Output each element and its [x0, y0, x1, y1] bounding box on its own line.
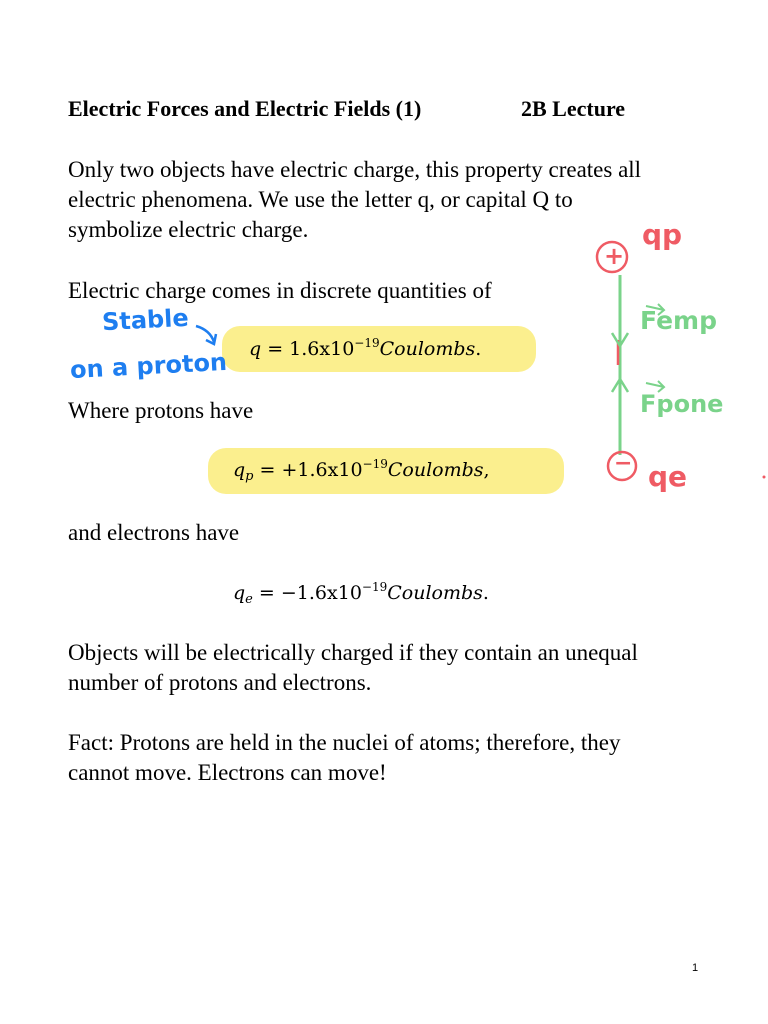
- heading-course: 2B Lecture: [521, 96, 626, 121]
- paragraph-1-line-1: Only two objects have electric charge, this property creates all: [68, 157, 642, 182]
- annotation-stable: Stable: [101, 303, 190, 337]
- paragraph-3: Where protons have: [68, 398, 254, 423]
- blue-arrow-icon: [196, 326, 214, 342]
- paragraph-5-line-1: Objects will be electrically charged if they contain an unequal: [68, 640, 638, 665]
- heading-title: Electric Forces and Electric Fields (1): [68, 96, 422, 121]
- annotation-force-emp: Femp: [640, 306, 717, 335]
- paragraph-5-line-2: number of protons and electrons.: [68, 670, 372, 695]
- equation-qp: $q_p$ = $+1.6x10^{-19}Coulombs$,: [233, 457, 490, 484]
- annotation-qp: qp: [642, 218, 683, 251]
- paragraph-1-line-2: electric phenomena. We use the letter q, or capital Q to: [68, 187, 573, 212]
- annotation-on-a-proton: on a proton: [69, 347, 228, 385]
- paragraph-2: Electric charge comes in discrete quantities of: [68, 278, 492, 303]
- equation-q: $q = 1.6x10^{-19}Coulombs$.: [249, 336, 482, 360]
- paragraph-6-line-2: cannot move. Electrons can move!: [68, 760, 387, 785]
- annotation-qe: qe: [648, 460, 688, 493]
- paragraph-1-line-3: symbolize electric charge.: [68, 217, 309, 242]
- paragraph-6-line-1: Fact: Protons are held in the nuclei of atoms; therefore, they: [68, 730, 621, 755]
- equation-qe: $q_e$ = $-1.6x10^{-19}Coulombs$.: [233, 580, 489, 607]
- annotation-plus: +: [604, 242, 625, 270]
- annotation-minus: −: [614, 451, 633, 476]
- annotation-force-pone: Fpone: [640, 390, 724, 418]
- page-number: 1: [692, 962, 699, 974]
- paragraph-4: and electrons have: [68, 520, 240, 545]
